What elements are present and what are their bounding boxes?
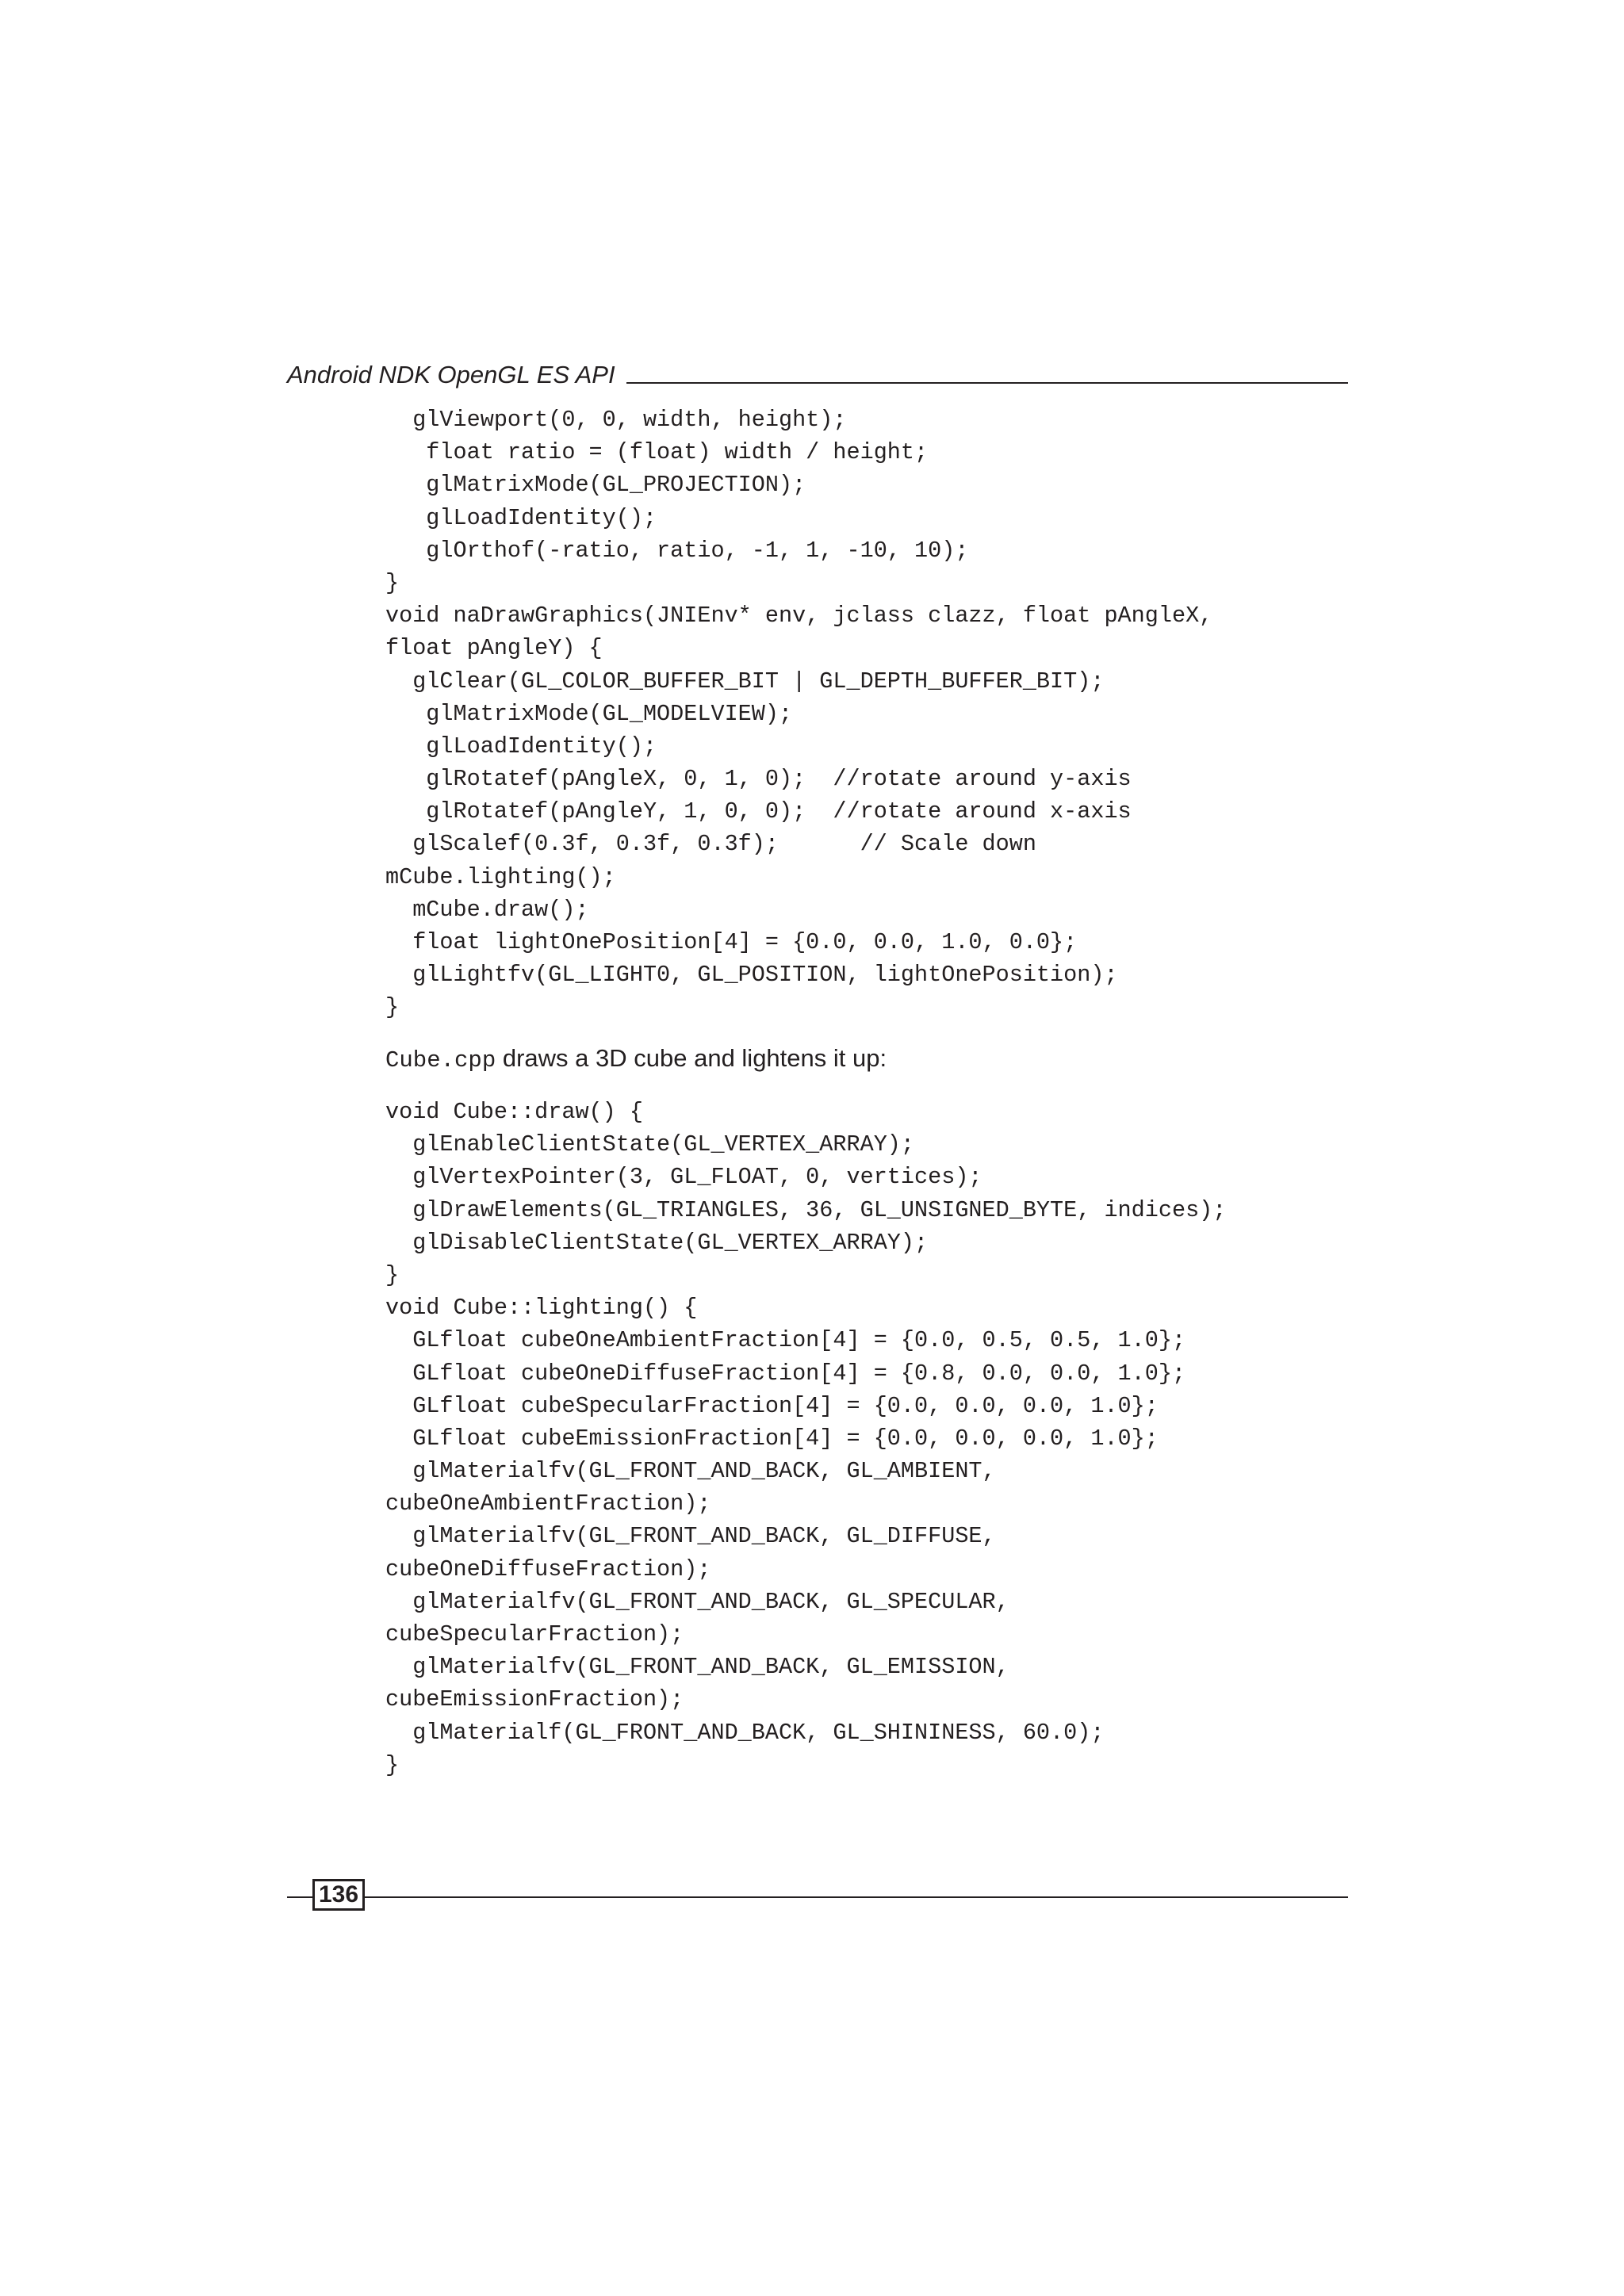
code-line: glLoadIdentity(); bbox=[385, 733, 657, 760]
footer-rule bbox=[287, 1896, 1348, 1898]
code-line: mCube.lighting(); bbox=[385, 863, 616, 890]
code-line: } bbox=[385, 994, 400, 1021]
code-line: glVertexPointer(3, GL_FLOAT, 0, vertices); bbox=[385, 1164, 982, 1191]
code-line: glLightfv(GL_LIGHT0, GL_POSITION, lightOnePosition); bbox=[385, 962, 1118, 989]
code-line: } bbox=[385, 569, 400, 596]
body-paragraph bbox=[385, 1041, 887, 1078]
code-line: glMaterialfv(GL_FRONT_AND_BACK, GL_AMBIENT, bbox=[385, 1458, 996, 1485]
code-line: GLfloat cubeOneDiffuseFraction[4] = {0.8, 0.0, 0.0, 1.0}; bbox=[385, 1360, 1186, 1387]
code-line: cubeOneDiffuseFraction); bbox=[385, 1556, 711, 1582]
code-line: void Cube::lighting() { bbox=[385, 1295, 698, 1322]
code-line: glDrawElements(GL_TRIANGLES, 36, GL_UNSIGNED_BYTE, indices); bbox=[385, 1196, 1227, 1223]
page-footer bbox=[287, 1879, 1348, 1914]
code-line: glMatrixMode(GL_MODELVIEW); bbox=[385, 700, 793, 727]
code-line: glRotatef(pAngleX, 0, 1, 0); //rotate around y-axis bbox=[385, 766, 1132, 793]
code-line: void Cube::draw() { bbox=[385, 1099, 643, 1125]
code-line: cubeEmissionFraction); bbox=[385, 1686, 684, 1713]
code-line: mCube.draw(); bbox=[385, 896, 589, 923]
inline-code-filename: Cube.cpp bbox=[385, 1047, 496, 1073]
code-line: glOrthof(-ratio, ratio, -1, 1, -10, 10); bbox=[385, 537, 969, 564]
code-line: glScalef(0.3f, 0.3f, 0.3f); // Scale down bbox=[385, 831, 1036, 858]
code-line: glRotatef(pAngleY, 1, 0, 0); //rotate around x-axis bbox=[385, 798, 1132, 825]
code-line: glMatrixMode(GL_PROJECTION); bbox=[385, 472, 806, 499]
code-line: void naDrawGraphics(JNIEnv* env, jclass clazz, float pAngleX, bbox=[385, 603, 1213, 629]
code-line: cubeOneAmbientFraction); bbox=[385, 1490, 711, 1517]
code-line: GLfloat cubeSpecularFraction[4] = {0.0, 0.0, 0.0, 1.0}; bbox=[385, 1392, 1159, 1419]
code-line: glViewport(0, 0, width, height); bbox=[385, 407, 847, 433]
code-line: glMaterialfv(GL_FRONT_AND_BACK, GL_DIFFUSE, bbox=[385, 1523, 996, 1550]
code-line: glMaterialf(GL_FRONT_AND_BACK, GL_SHININESS, 60.0); bbox=[385, 1719, 1105, 1746]
code-line: } bbox=[385, 1751, 400, 1778]
code-line: GLfloat cubeOneAmbientFraction[4] = {0.0, 0.5, 0.5, 1.0}; bbox=[385, 1327, 1186, 1354]
code-line: glLoadIdentity(); bbox=[385, 504, 657, 531]
header-rule bbox=[626, 382, 1348, 384]
code-line: GLfloat cubeEmissionFraction[4] = {0.0, 0.0, 0.0, 1.0}; bbox=[385, 1425, 1159, 1452]
code-line: float lightOnePosition[4] = {0.0, 0.0, 1.0, 0.0}; bbox=[385, 929, 1078, 955]
code-line: glMaterialfv(GL_FRONT_AND_BACK, GL_SPECULAR, bbox=[385, 1588, 1009, 1615]
running-title: Android NDK OpenGL ES API bbox=[287, 361, 615, 388]
code-line: glClear(GL_COLOR_BUFFER_BIT | GL_DEPTH_BUFFER_BIT); bbox=[385, 668, 1105, 695]
code-line: float ratio = (float) width / height; bbox=[385, 439, 929, 466]
code-line: glEnableClientState(GL_VERTEX_ARRAY); bbox=[385, 1131, 915, 1158]
code-line: glMaterialfv(GL_FRONT_AND_BACK, GL_EMISSION, bbox=[385, 1654, 1009, 1681]
code-block-cube bbox=[385, 1096, 1226, 1781]
code-line: } bbox=[385, 1261, 400, 1288]
code-line: glDisableClientState(GL_VERTEX_ARRAY); bbox=[385, 1229, 929, 1256]
running-header bbox=[287, 347, 1348, 387]
paragraph-text: draws a 3D cube and lightens it up: bbox=[496, 1044, 887, 1072]
code-line: float pAngleY) { bbox=[385, 635, 603, 662]
page-number: 136 bbox=[312, 1879, 365, 1911]
code-line: cubeSpecularFraction); bbox=[385, 1621, 684, 1647]
code-block-gl-setup bbox=[385, 404, 1212, 1024]
